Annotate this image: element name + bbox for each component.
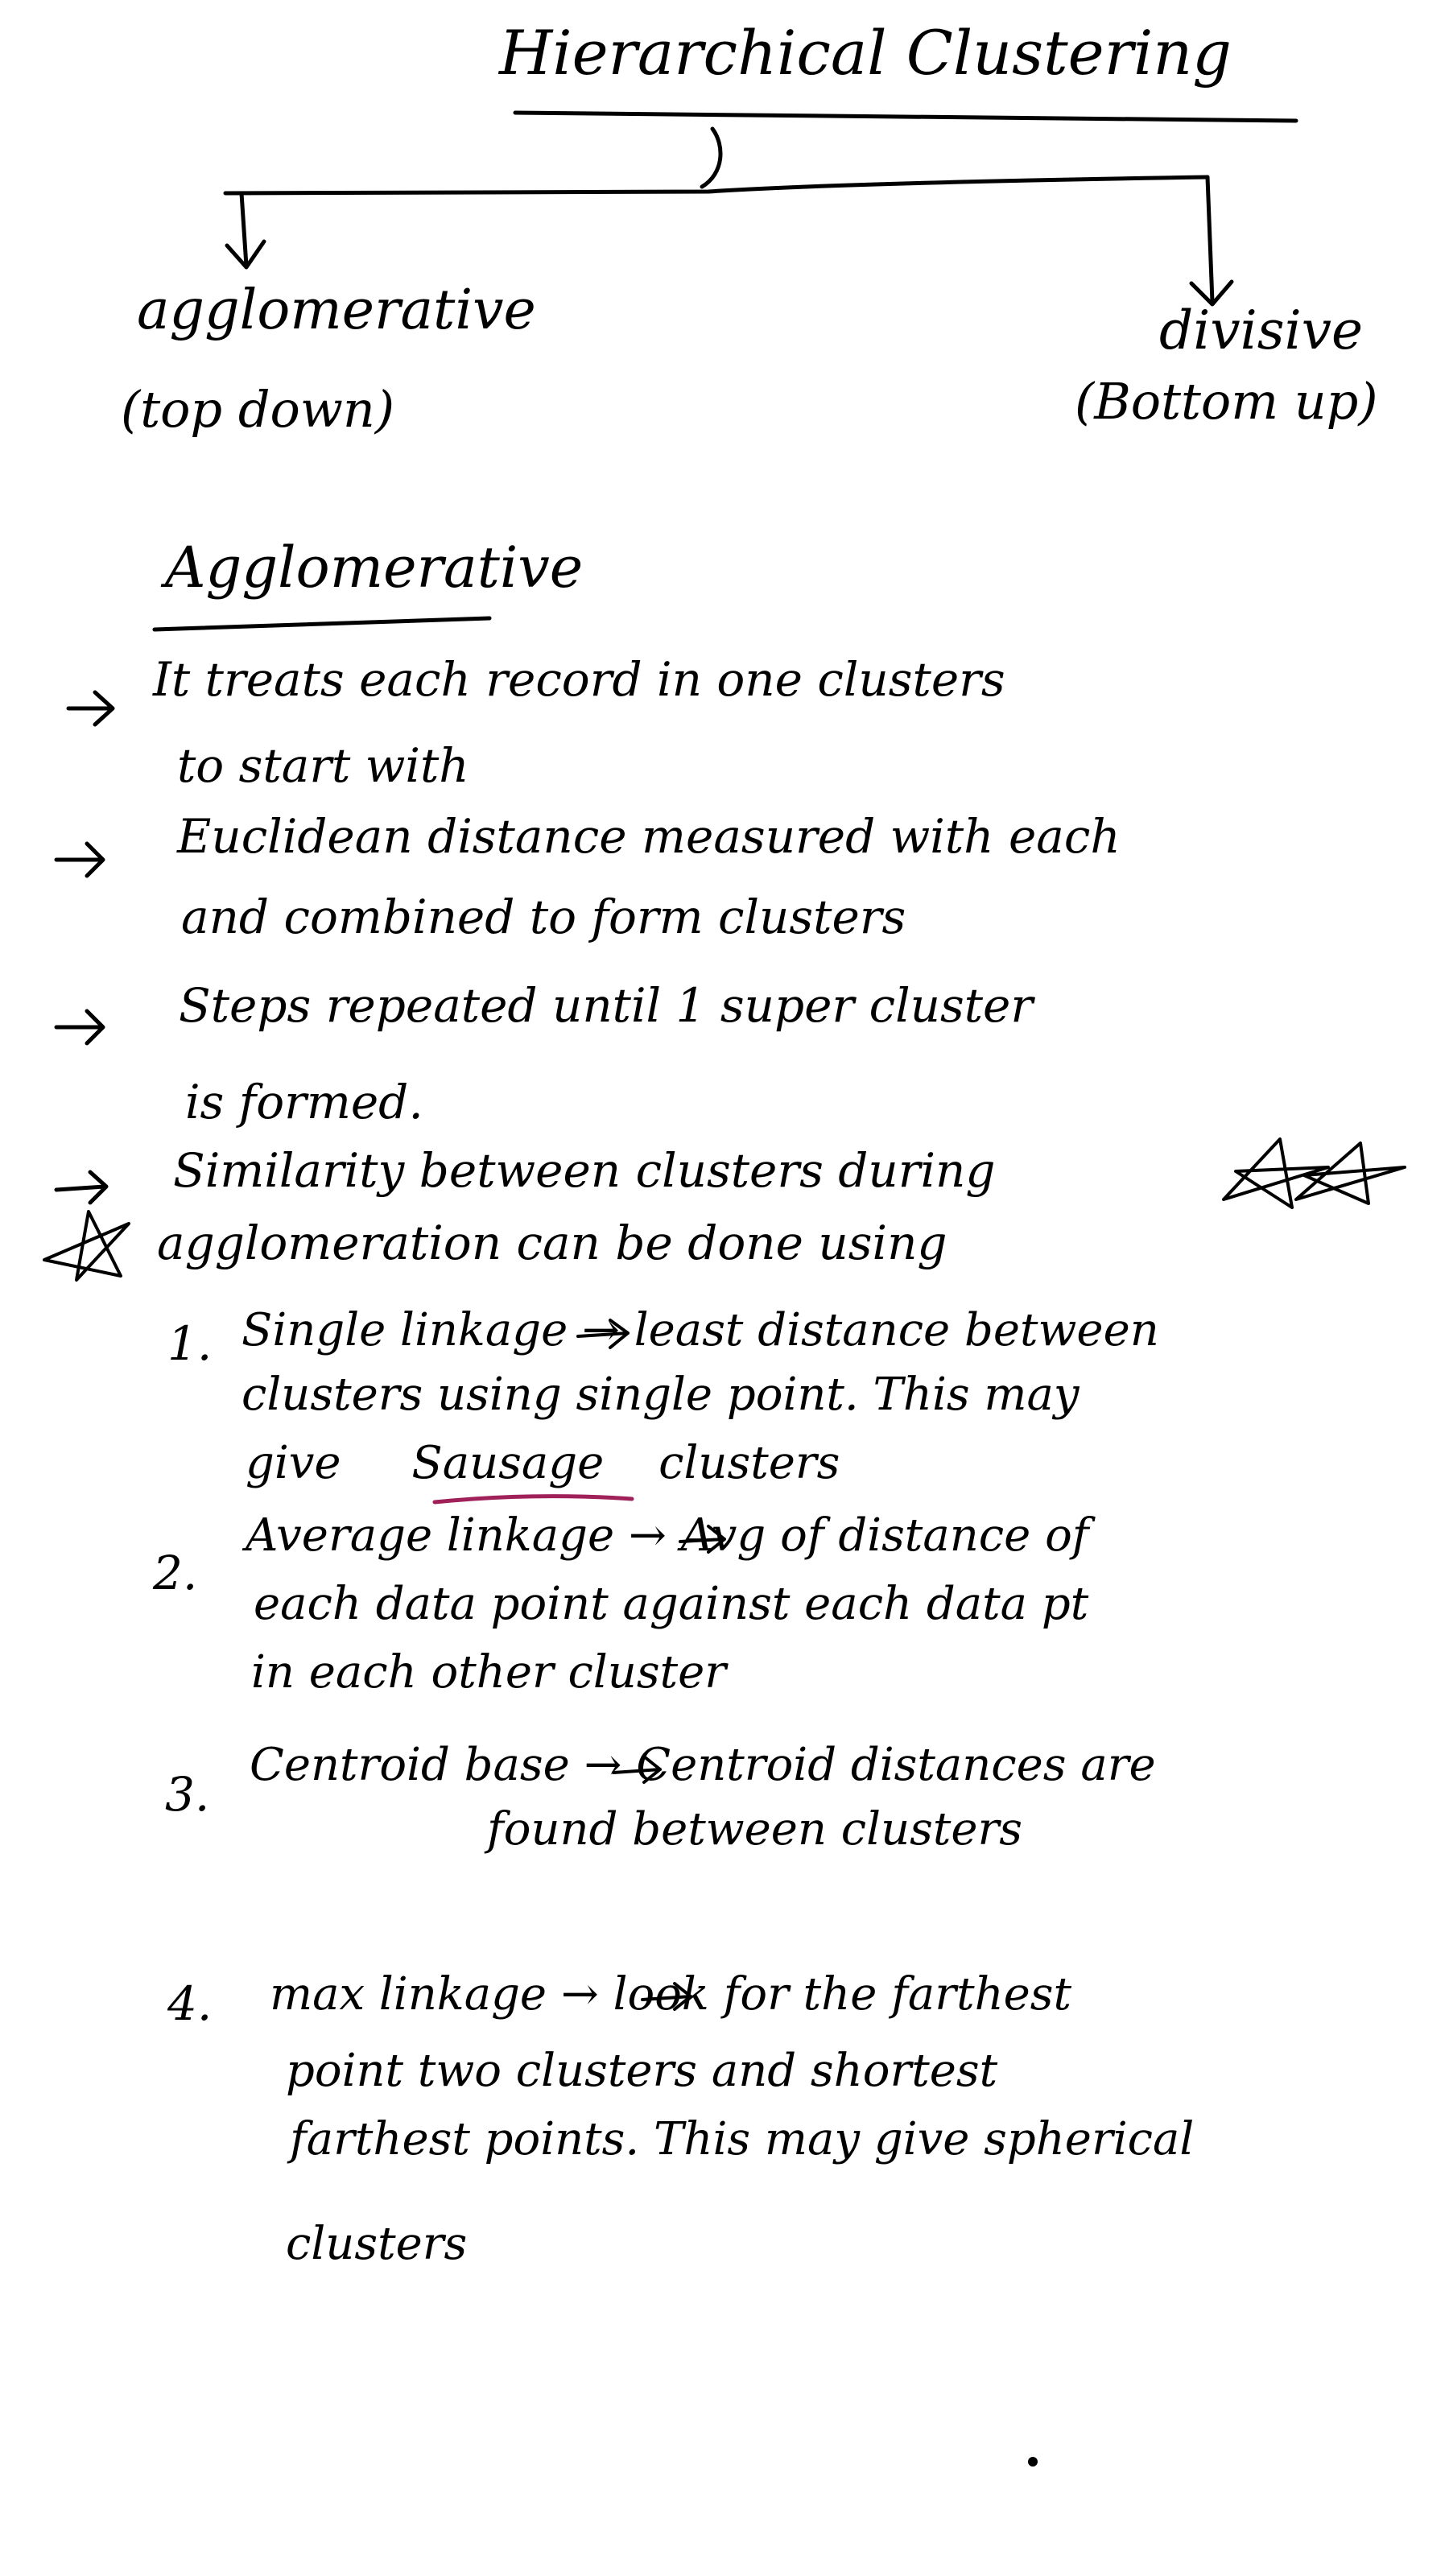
tree-stem [702,129,720,187]
bullet-arrow-icon [56,844,103,876]
bullet-line: Euclidean distance measured with each [177,809,1121,864]
stray-dot [1028,2457,1038,2467]
bullet-line: Similarity between clusters during [173,1143,996,1198]
list-item-line: in each other cluster [251,1646,727,1699]
agglomerative-direction: (top down) [121,380,395,439]
list-item-line: Centroid base → Centroid distances are [250,1739,1156,1791]
bullet-line: to start with [177,738,469,793]
list-number: 2. [153,1546,198,1600]
list-item-line: Average linkage → Avg of distance of [246,1509,1089,1562]
list-item-line: each data point against each data pt [254,1578,1089,1630]
list-number: 3. [165,1767,210,1822]
list-item-line: point two clusters and shortest [286,2045,998,2097]
page-title: Hierarchical Clustering [499,17,1232,89]
list-item-line: clusters [286,2218,468,2270]
list-item-line: farthest points. This may give spherical [290,2113,1195,2165]
section-heading: Agglomerative [165,535,584,601]
highlight-underline [435,1496,632,1502]
bullet-line: Steps repeated until 1 super cluster [179,978,1034,1033]
bullet-line: and combined to form clusters [181,890,906,944]
list-item-text: give [246,1437,341,1489]
star-doodle-icon [44,1212,129,1280]
agglomerative-label: agglomerative [137,279,536,342]
tree-branch [225,177,1208,193]
bullet-arrow-icon [56,1011,103,1043]
bullet-line: is formed. [185,1075,423,1129]
list-item-line: clusters using single point. This may [242,1368,1080,1421]
list-item-text: clusters [658,1437,840,1489]
left-branch-arrow [227,193,264,267]
list-item-line [246,1437,840,1489]
bullet-line: It treats each record in one clusters [153,652,1005,707]
list-item-line: max linkage → look for the farthest [270,1968,1072,2021]
title-underline [515,113,1296,121]
bullet-arrow-icon [68,692,113,724]
list-number: 1. [167,1316,213,1371]
list-number: 4. [167,1976,213,2031]
bullet-line: agglomeration can be done using [157,1216,947,1270]
bullet-arrow-icon [56,1172,106,1203]
list-item-line: found between clusters [487,1803,1023,1856]
divisive-direction: (Bottom up) [1075,372,1378,431]
star-doodle-icon [1224,1139,1405,1208]
divisive-label: divisive [1159,299,1364,361]
heading-underline [155,618,489,630]
right-branch-arrow [1191,177,1232,304]
highlighted-term: Sausage [411,1437,605,1489]
list-item-line: Single linkage → least distance between [242,1304,1159,1356]
